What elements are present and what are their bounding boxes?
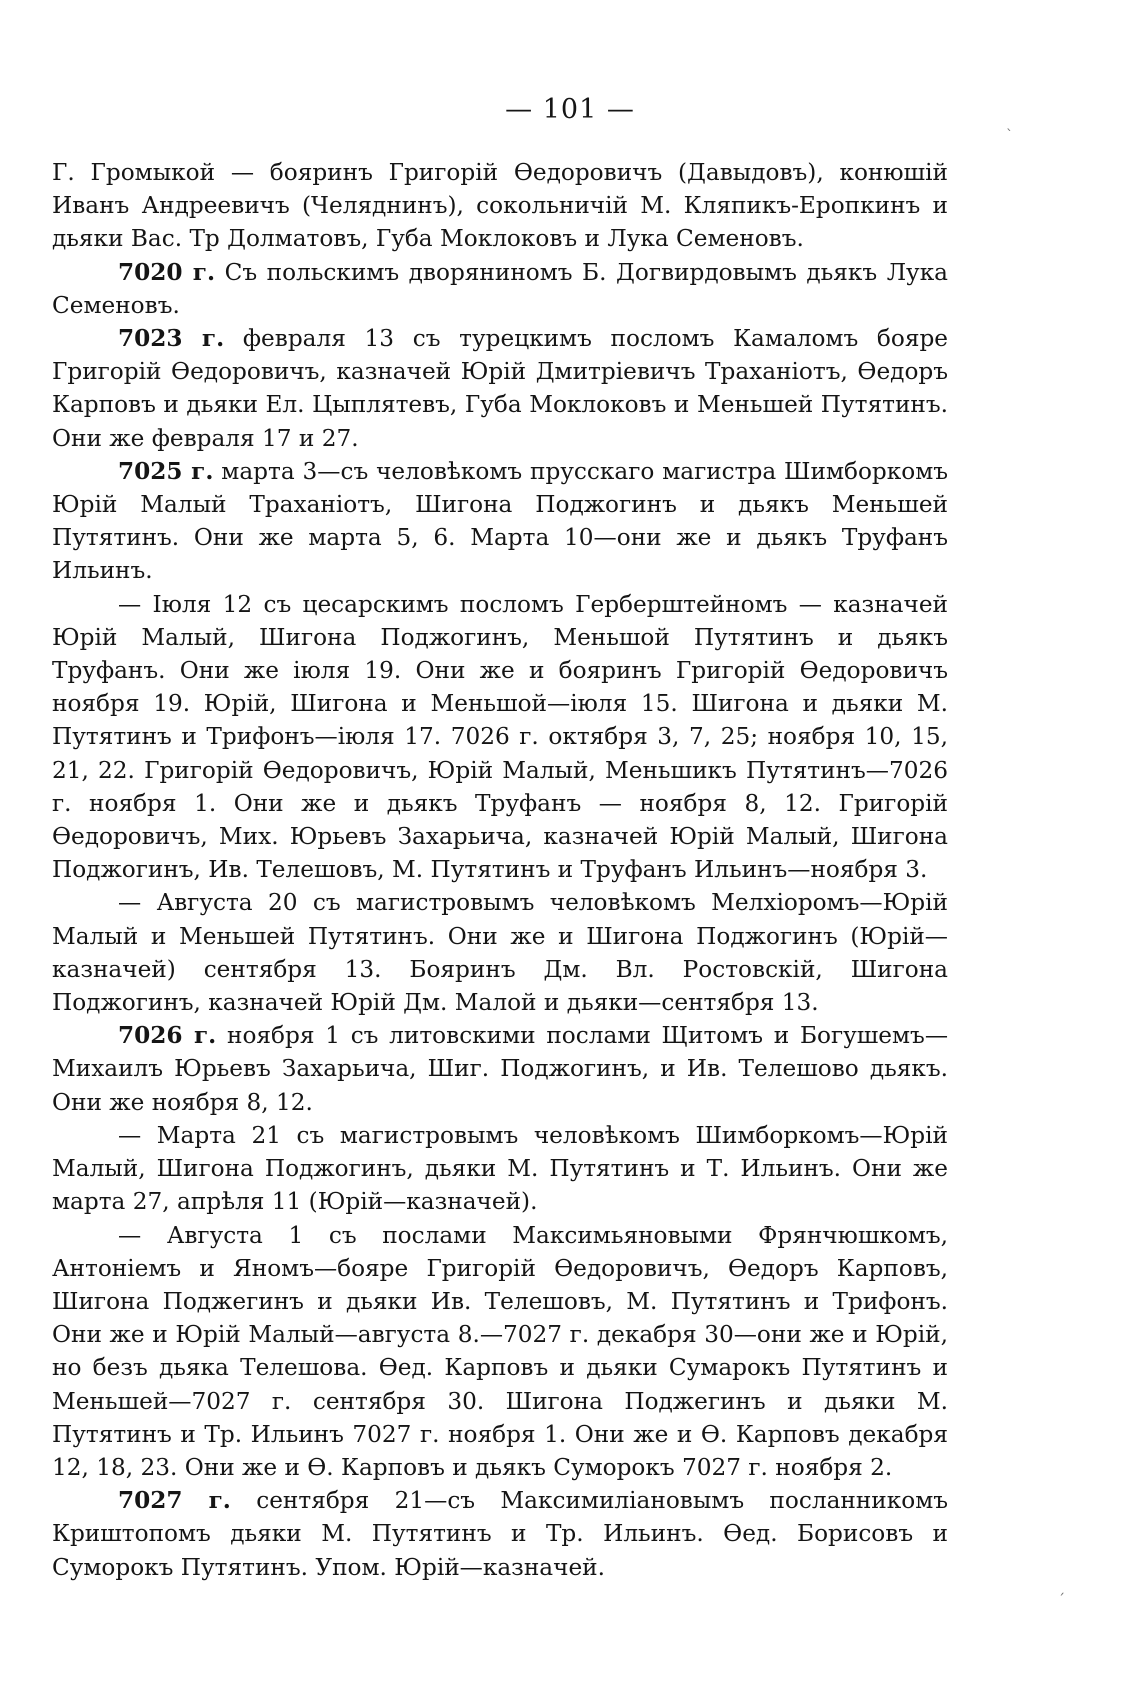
paper-speck: ˋ (1006, 128, 1013, 144)
paragraph-text: Съ польскимъ дворяниномъ Б. Догвирдовымъ дьякъ Лука Семеновъ. (52, 258, 949, 319)
paragraph-text: — Августа 1 съ послами Максимьяновыми Фрянчюшкомъ, Антоніемъ и Яномъ—бояре Григорій Ѳедоровичъ, Ѳедоръ Карповъ, Шигона Поджегинъ и дьяки Ив. Телешовъ, М. Путятинъ и Трифонъ. Они же и Юрій Малый—августа 8.—7027 г. декабря 30—они же и Юрій, но безъ дьяка Телешова. Ѳед. Карповъ и дьяки Сумарокъ Путятинъ и Меньшей—7027 г. сентября 30. Шигона Поджегинъ и дьяки М. Путятинъ и Тр. Ильинъ 7027 г. ноября 1. Они же и Ѳ. Карповъ декабря 12, 18, 23. Они же и Ѳ. Карповъ и дьякъ Суморокъ 7027 г. ноября 2. (52, 1221, 948, 1481)
paragraph-1 (52, 156, 948, 256)
page-number: — 101 — (505, 94, 635, 125)
paragraph-text: ноября 1 съ литовскими послами Щитомъ и Богушемъ—Михаилъ Юрьевъ Захарьича, Шиг. Поджогинъ, и Ив. Телешово дьякъ. Они же ноября 8, 12. (52, 1022, 949, 1116)
paragraph-5 (52, 588, 948, 887)
paragraph-text: февраля 13 съ турецкимъ посломъ Камаломъ бояре Григорій Ѳедоровичъ, казначей Юрій Дмитріевичъ Траханіотъ, Ѳедоръ Карповъ и дьяки Ел. Цыплятевъ, Губа Моклоковъ и Меньшей Путятинъ. Они же февраля 17 и 27. (52, 325, 949, 452)
paragraph-text: марта 3—съ человѣкомъ прусскаго магистра Шимборкомъ Юрій Малый Траханіотъ, Шигона Поджогинъ и дьякъ Меньшей Путятинъ. Они же марта 5, 6. Марта 10—они же и дьякъ Труфанъ Ильинъ. (52, 457, 948, 585)
paragraph-4 (52, 455, 948, 588)
paragraph-text: Г. Громыкой — бояринъ Григорій Ѳедоровичъ (Давыдовъ), конюшій Иванъ Андреевичъ (Челяднинъ), сокольничій М. Кляпикъ-Еропкинъ и дьяки Вас. Тр Долматовъ, Губа Моклоковъ и Лука Семеновъ. (52, 159, 948, 253)
paper-speck: ˏ (1058, 1580, 1065, 1596)
year-heading: 7025 г. (118, 457, 214, 485)
year-heading: 7023 г. (118, 325, 225, 353)
paragraph-2 (52, 256, 948, 322)
paragraph-3 (52, 322, 948, 455)
year-heading: 7027 г. (118, 1487, 231, 1515)
paragraph-text: — Марта 21 съ магистровымъ человѣкомъ Шимборкомъ—Юрій Малый, Шигона Поджогинъ, дьяки М. Путятинъ и Т. Ильинъ. Они же марта 27, апрѣля 11 (Юрій—казначей). (52, 1121, 948, 1216)
paragraph-6 (52, 886, 948, 1019)
year-heading: 7020 г. (118, 258, 216, 286)
paragraph-10 (52, 1484, 948, 1584)
paragraph-text: — Іюля 12 съ цесарскимъ посломъ Герберштейномъ — казначей Юрій Малый, Шигона Поджогинъ, Меньшой Путятинъ и дьякъ Труфанъ. Они же іюля 19. Они же и бояринъ Григорій Ѳедоровичъ ноября 19. Юрій, Шигона и Меньшой—іюля 15. Шигона и дьяки М. Путятинъ и Трифонъ—іюля 17. 7026 г. октября 3, 7, 25; ноября 10, 15, 21, 22. Григорій Ѳедоровичъ, Юрій Малый, Меньшикъ Путятинъ—7026 г. ноября 1. Они же и дьякъ Труфанъ — ноября 8, 12. Григорій Ѳедоровичъ, Мих. Юрьевъ Захарьича, казначей Юрій Малый, Шигона Поджогинъ, Ив. Телешовъ, М. Путятинъ и Труфанъ Ильинъ—ноября 3. (52, 590, 948, 884)
paragraph-9 (52, 1219, 948, 1485)
page-text (52, 156, 948, 1584)
paragraph-text: — Августа 20 съ магистровымъ человѣкомъ Мелхіоромъ—Юрій Малый и Меньшей Путятинъ. Они же и Шигона Поджогинъ (Юрій—казначей) сентября 13. Бояринъ Дм. Вл. Ростовскій, Шигона Поджогинъ, казначей Юрій Дм. Малой и дьяки—сентября 13. (52, 889, 948, 1017)
paragraph-7 (52, 1019, 948, 1119)
paragraph-text: сентября 21—съ Максимиліановымъ посланникомъ Криштопомъ дьяки М. Путятинъ и Тр. Ильинъ. Ѳед. Борисовъ и Суморокъ Путятинъ. Упом. Юрій—казначей. (52, 1487, 948, 1581)
year-heading: 7026 г. (118, 1022, 217, 1050)
paragraph-8 (52, 1119, 948, 1219)
